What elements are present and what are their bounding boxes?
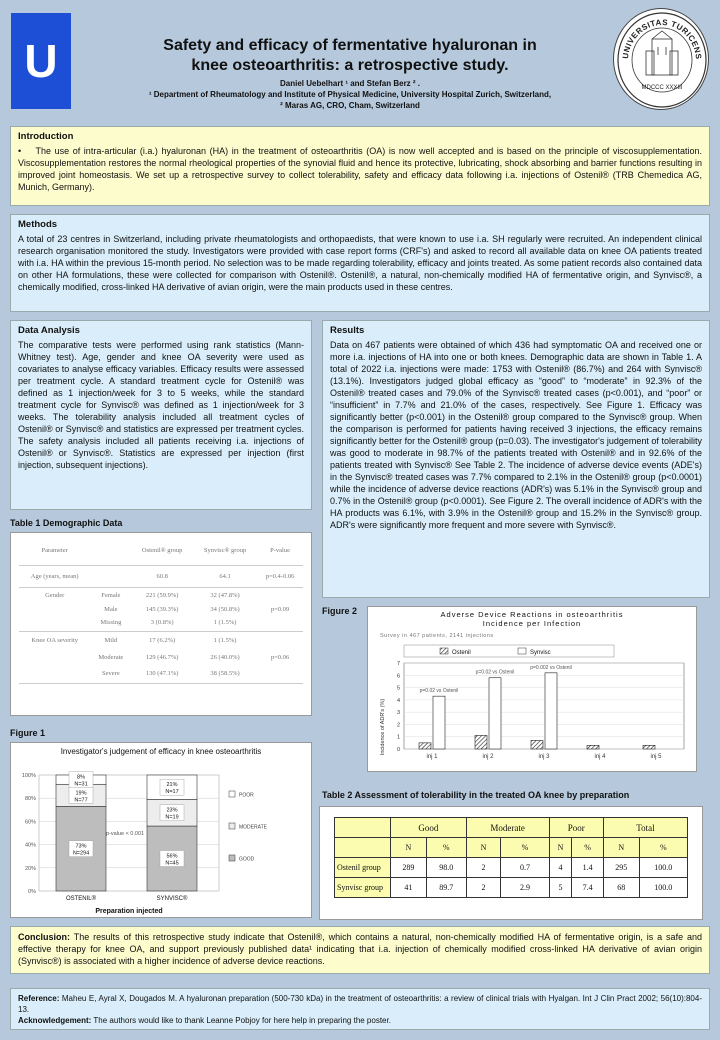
bar — [433, 696, 445, 749]
table1-header-cell: Synvisc® group — [203, 547, 247, 555]
y-tick-label: 40% — [24, 842, 36, 849]
legend-label: POOR — [239, 792, 254, 799]
figure1-caption: Figure 1 — [10, 728, 46, 738]
footer-section — [10, 988, 710, 1030]
table-row: Male 145 (39.3%) 34 (50.8%) — [104, 605, 240, 613]
figure2-title2: Incidence per Infection — [482, 619, 582, 628]
y-tick-label: 4 — [396, 697, 400, 704]
legend-swatch — [229, 823, 235, 829]
conclusion-text: Conclusion: The results of this retrospective study indicate that Ostenil®, which contains a natural, non-chemically modified HA of fermentative origin, is a safe and effective therapy for knee OA, and support previously published data¹ indicating that i.a. injection of chemically modified cross-linked HA derivative of avian origin (Synvisc®) is associated with a higher incidence of adverse device reactions. — [18, 932, 702, 966]
figure2-ylabel: Incidence of ADR's (%) — [380, 698, 386, 756]
figure2-subtitle: Survey in 467 patients, 2141 injections — [380, 633, 494, 639]
table-row: Gender Female 221 (59.9%) 32 (47.8%) p=0.09 — [45, 591, 290, 613]
y-tick-label: 7 — [396, 661, 400, 667]
bar-annotation: p=0.02 vs Ostenil — [419, 688, 459, 695]
legend-swatch — [518, 648, 526, 654]
y-tick-label: 6 — [396, 673, 400, 680]
y-tick-label: 0% — [28, 889, 36, 895]
data-analysis-section — [10, 320, 312, 510]
title-line-2: knee osteoarthritis: a retrospective study. — [191, 57, 509, 74]
figure2-caption: Figure 2 — [322, 606, 358, 616]
bar-annotation: p=0.002 vs Ostenil — [530, 664, 572, 671]
table-row: Ostenil group 289 98.0 2 0.7 4 1.4 295 100.0 — [335, 858, 688, 878]
table-row: Age (years, mean) 60.8 64.1 p=0.4-0.06 — [19, 565, 303, 587]
x-tick-label: SYNVISC® — [156, 896, 188, 902]
reference-label: Reference: — [18, 994, 60, 1003]
legend-label: GOOD — [239, 856, 255, 863]
table1-header-cell: P-value — [270, 547, 290, 555]
x-tick-label: inj 1 — [426, 754, 438, 760]
y-tick-label: 3 — [396, 710, 400, 717]
figure1-panel — [10, 742, 312, 918]
y-tick-label: 60% — [24, 819, 36, 826]
x-tick-label: inj 5 — [650, 754, 662, 760]
x-tick-label: OSTENIL® — [65, 896, 97, 902]
table-row: Missing 3 (0.8%) 1 (1.5%) — [19, 615, 303, 631]
bar — [475, 735, 487, 749]
legend-label: Ostenil — [452, 650, 471, 656]
acknowledgement-label: Acknowledgement: — [18, 1016, 92, 1025]
data-label: N=45 — [165, 860, 179, 867]
data-label: 23% — [166, 807, 178, 814]
data-label: 19% — [75, 790, 87, 797]
table-row: Moderate 129 (46.7%) 26 (40.0%) — [98, 653, 240, 661]
x-tick-label: inj 4 — [594, 754, 606, 760]
figure1-title: Investigator's judgement of efficacy in knee osteoarthritis — [60, 747, 262, 756]
results-text: Data on 467 patients were obtained of which 436 had symptomatic OA and received one or more i.a. injections of HA into one or both knees. Demographic data are shown in Table 1. A total of 2022 i.a. injections were made: 1753 with Ostenil® (86.7%) and 264 with Synvisc® (13.1%). Investigators judged global efficacy as “good” to “moderate” in 92.3% of the Ostenil® treated cases and 79.0% of the Synvisc® treated cases (p<0.001), and “poor” or “insufficient” in 7.7% and 21.0% of the cases, respectively. See Figure 1. Efficacy was significantly better (p<0.001) in the Ostenil® group compared to the Synvisc® group. When the comparison is performed for patients having received 3 injections, the efficacy remains significantly better for the Ostenil® group (p=0.03). The investigator's judgement of tolerability was good to moderate in 98.7% of the patients treated with Ostenil® and in 92.6% of the patients treated with Synvisc® See Table 2. The incidence of adverse device events (ADE's) in the Synvisc® treated cases was 7.7% compared to 2.1% in the Ostenil® group (p<0.0001) while the incidence of adverse device reactions (ADR's) was 5.1% in the Synvisc® group and 0.7% in the Ostenil® group (p<0.0001). See Figure 2. The overall incidence of ADR's with the HA products was 6.1%, with 3.9% in the Ostenil® group and 15.2% in the Synvisc® group. ADR's were significantly more frequent and more severe with Synvisc®. — [330, 340, 702, 530]
legend-swatch — [440, 648, 448, 654]
acknowledgement-text: Acknowledgement: The authors would like to thank Leanne Pobjoy for here help in preparing the poster. — [18, 1016, 391, 1025]
figure2-title: Adverse Device Reactions in osteoarthritis — [440, 610, 624, 619]
figure2-panel — [367, 606, 697, 772]
university-logo — [11, 13, 71, 109]
table1-header-cell: Parameter — [41, 547, 68, 555]
x-tick-label: inj 2 — [482, 754, 494, 760]
seal-icon — [614, 9, 710, 111]
reference-text: Reference: Maheu E, Ayral X, Dougados M. A hyaluronan preparation (500-730 kDa) in the treatment of osteoarthritis: a review of clinical trials with Hyalgan. Int J Clin Pract 2002; 56(10):804-13. — [18, 994, 702, 1014]
efficacy-chart — [11, 743, 311, 917]
legend-box — [404, 645, 614, 657]
poster-title — [90, 36, 610, 76]
adr-chart — [368, 607, 696, 771]
seal-text: UNIVERSITAS TURICENS — [620, 17, 704, 60]
bar — [545, 673, 557, 749]
figure1-xlabel: Preparation injected — [95, 908, 163, 915]
table-row: Severe 130 (47.1%) 38 (58.5%) — [19, 665, 303, 683]
bar — [489, 678, 501, 749]
table2-panel — [319, 806, 703, 920]
seal-year: MDCCC XXXIII — [641, 85, 683, 91]
results-section — [322, 320, 710, 598]
bar — [643, 745, 655, 749]
university-seal — [613, 8, 709, 110]
authors: Daniel Uebelhart ¹ and Stefan Berz ² . — [279, 79, 421, 88]
introduction-heading: Introduction — [18, 131, 74, 142]
y-tick-label: 2 — [396, 722, 400, 729]
tolerability-table: Good Moderate Poor Total N % N % N % N % Ostenil group 289 98.0 2 0.7 4 1.4 295 100.0 Synvisc group 41 89.7 2 2.9 5 7.4 68 100.0 — [334, 817, 688, 898]
data-label: N=17 — [165, 789, 179, 796]
data-label: 56% — [166, 853, 178, 860]
y-tick-label: 80% — [24, 796, 36, 803]
y-tick-label: 20% — [24, 865, 36, 872]
legend-label: Synvisc — [530, 650, 551, 656]
y-tick-label: 100% — [21, 773, 36, 779]
table2-group-header: Poor — [549, 818, 603, 838]
demographic-table — [19, 537, 303, 684]
x-tick-label: inj 3 — [538, 754, 550, 760]
data-analysis-heading: Data Analysis — [18, 325, 80, 336]
data-label: N=294 — [72, 850, 90, 857]
bar-annotation: p=0.02 vs Ostenil — [475, 669, 515, 676]
legend-swatch — [229, 855, 235, 861]
title-line-1: Safety and efficacy of fermentative hyaluronan in — [163, 37, 537, 54]
y-tick-label: 1 — [396, 734, 400, 741]
y-tick-label: 5 — [396, 685, 400, 692]
data-analysis-text: The comparative tests were performed using rank statistics (Mann-Whitney test). Age, gender and knee OA severity were used as covariates to analyse efficacy variables. Efficacy results were assessed per treatment cycle. A standard treatment cycle for Ostenil® was defined as 1 injection/week for 3 to 5 weeks, while the standard treatment cycle for Synvisc® was defined as 1 injection/week for 3 weeks. The tolerability analysis included all treatment cycles of Ostenil® or Synvisc® and statistics are expressed per treatment cycles. The safety analysis included all patients receiving i.a. injections of Ostenil® or Synvisc®. Statistics are expressed per injection (first injection, subsequent injections). — [18, 340, 304, 470]
table-row: Synvisc group 41 89.7 2 2.9 5 7.4 68 100.0 — [335, 878, 688, 898]
data-label: 8% — [77, 774, 85, 781]
y-tick-label: 0 — [396, 747, 400, 753]
data-label: N=31 — [74, 781, 88, 788]
legend-swatch — [229, 791, 235, 797]
poster-header — [0, 0, 720, 122]
methods-text: A total of 23 centres in Switzerland, including private rheumatologists and orthopaedists, that were known to use i.a. SH regularly were recruited. An independent clinical research organisation monitored the study. Investigators were provided with case report forms (CRF's) and asked to record all available data on knee OA patients treated with i.a. HA within the previous 15-month period. No selection was to be made regarding tolerability, efficacy and joints treated. As some patient records also contained data on other HA formulations, these were collected for comparison with Ostenil®. Ostenil®, a natural, non-chemically modified HA of fermentative origin, and Synvisc®, a chemically modified, cross-linked HA derivative of avian origin, were the main products used in these centres. — [18, 234, 702, 292]
bar — [419, 743, 431, 749]
methods-section — [10, 214, 710, 312]
svg-text:UNIVERSITAS TURICENSIS — [614, 9, 703, 60]
table2-caption: Table 2 Assessment of tolerability in the treated OA knee by preparation — [322, 790, 630, 800]
author-block — [90, 78, 610, 111]
data-label: 73% — [75, 843, 87, 850]
table2-group-header: Total — [603, 818, 687, 838]
methods-heading: Methods — [18, 219, 58, 230]
figure1-annotation: p-value < 0.001 — [106, 831, 145, 837]
bar — [587, 745, 599, 749]
data-label: N=77 — [74, 797, 88, 804]
affiliation-1: ¹ Department of Rheumatology and Institute of Physical Medicine, University Hospital Zurich, Switzerland, — [148, 90, 552, 99]
table-row: Knee OA severity Mild 17 (6.2%) 1 (1.5%) p=0.06 — [31, 636, 290, 661]
introduction-section — [10, 126, 710, 206]
bar — [531, 740, 543, 749]
logo-letter: U — [24, 35, 58, 87]
results-heading: Results — [330, 325, 365, 336]
introduction-text: • The use of intra-articular (i.a.) hyaluronan (HA) in the treatment of osteoarthritis (OA) is now well accepted and is based on the principle of viscosupplementation. Viscosupplementation restores the normal rheological properties of the synovial fluid and hence its protective, lubricating, shock absorbing and barrier functions resulting in improved joint homeostasis. We set up a retrospective survey to collect tolerability, safety and efficacy data following i.a. injections of Ostenil® (TRB Chemedica AG, Munich, Germany). — [18, 146, 702, 192]
table1-panel — [10, 532, 312, 716]
table2-group-header: Good — [391, 818, 467, 838]
table1-caption: Table 1 Demographic Data — [10, 518, 123, 528]
affiliation-2: ² Maras AG, CRO, Cham, Switzerland — [280, 101, 420, 110]
data-label: N=19 — [165, 814, 179, 821]
legend-label: MODERATE — [239, 824, 267, 831]
conclusion-label: Conclusion: — [18, 932, 70, 942]
table2-group-header: Moderate — [466, 818, 549, 838]
conclusion-section — [10, 926, 710, 974]
data-label: 21% — [166, 782, 178, 789]
table1-header-cell: Ostenil® group — [141, 547, 183, 555]
